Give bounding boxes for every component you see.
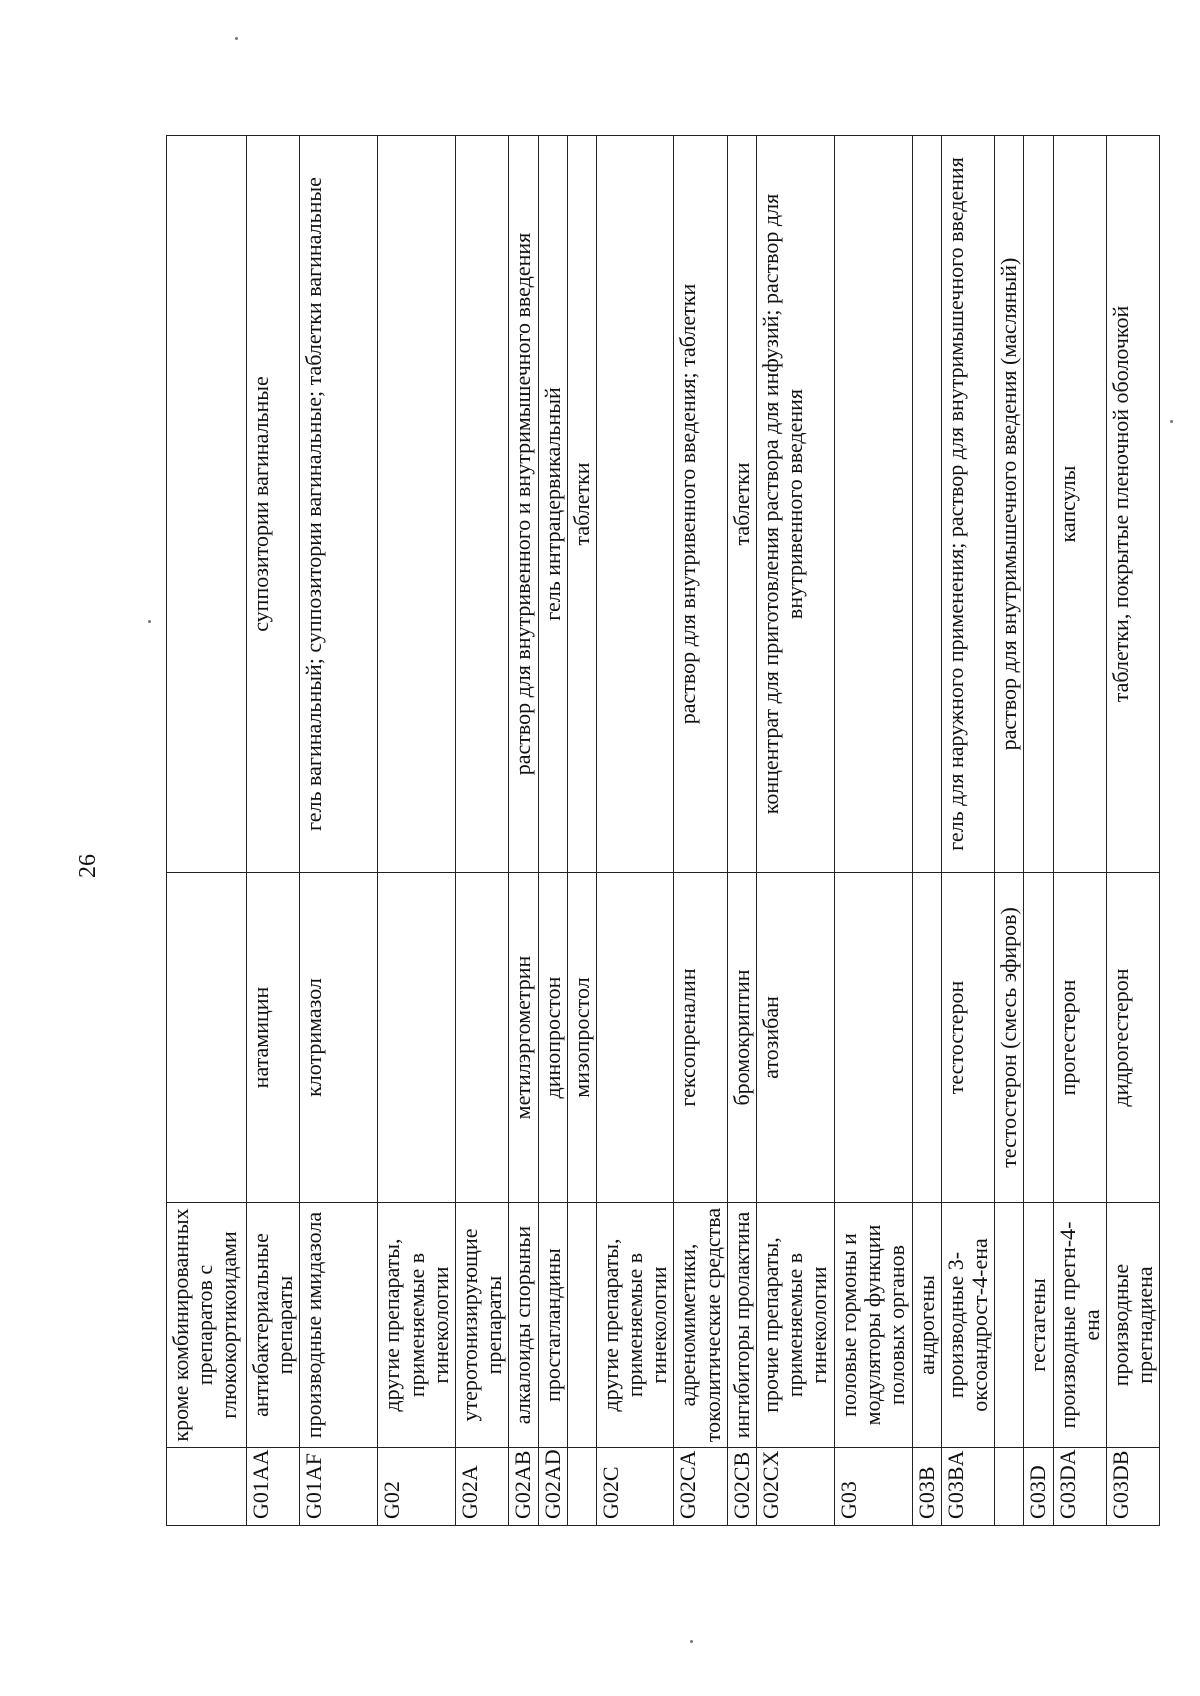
drug-name-cell: прогестерон: [1053, 873, 1106, 1203]
dosage-form-cell: [455, 136, 508, 873]
atc-code-cell: G02AD: [538, 1448, 567, 1526]
dosage-form-cell: [378, 136, 456, 873]
atc-code-cell: G03B: [912, 1448, 941, 1526]
page-number: 26: [75, 854, 101, 878]
table-row: [1053, 136, 1106, 1526]
group-name-cell: другие препараты, применяемые в гинекологии: [378, 1203, 456, 1448]
atc-code-cell: [567, 1448, 596, 1526]
group-name-cell: другие препараты, применяемые в гинекологии: [596, 1203, 674, 1448]
group-name-cell: производные прегнадиена: [1106, 1203, 1159, 1448]
dosage-form-cell: раствор для внутривенного введения; таблетки: [674, 136, 727, 873]
dosage-form-cell: таблетки, покрытые пленочной оболочкой: [1106, 136, 1159, 873]
table-row: [378, 136, 456, 1526]
drug-name-cell: клотримазол: [300, 873, 378, 1203]
table-body: [167, 136, 1160, 1526]
atc-code-cell: G02CX: [757, 1448, 835, 1526]
drug-name-cell: динопростон: [538, 873, 567, 1203]
group-name-cell: адреномиметики, токолитические средства: [674, 1203, 727, 1448]
atc-code-cell: G02: [378, 1448, 456, 1526]
scan-speck: [1170, 420, 1173, 423]
atc-code-cell: G03D: [1024, 1448, 1053, 1526]
scan-speck: [148, 620, 151, 623]
table-row: [757, 136, 835, 1526]
drug-name-cell: мизопростол: [567, 873, 596, 1203]
table-row: [941, 136, 994, 1526]
group-name-cell: ингибиторы пролактина: [727, 1203, 756, 1448]
atc-code-cell: G01AF: [300, 1448, 378, 1526]
group-name-cell: половые гормоны и модуляторы функции половых органов: [834, 1203, 912, 1448]
dosage-form-cell: таблетки: [567, 136, 596, 873]
table-row: [834, 136, 912, 1526]
drug-classification-table: [166, 135, 1160, 1526]
table-row: [167, 136, 247, 1526]
table-row: [912, 136, 941, 1526]
atc-code-cell: G03DA: [1053, 1448, 1106, 1526]
atc-code-cell: G02AB: [509, 1448, 538, 1526]
dosage-form-cell: раствор для внутримышечного введения (масляный): [995, 136, 1024, 873]
scan-speck: [235, 37, 238, 40]
table-row: [300, 136, 378, 1526]
drug-name-cell: дидрогестерон: [1106, 873, 1159, 1203]
table-row: [1106, 136, 1159, 1526]
dosage-form-cell: [167, 136, 247, 873]
atc-code-cell: G02C: [596, 1448, 674, 1526]
group-name-cell: прочие препараты, применяемые в гинекологии: [757, 1203, 835, 1448]
dosage-form-cell: [912, 136, 941, 873]
table-row: [455, 136, 508, 1526]
drug-name-cell: гексопреналин: [674, 873, 727, 1203]
group-name-cell: производные 3-оксоандрост-4-ена: [941, 1203, 994, 1448]
group-name-cell: антибактериальные препараты: [247, 1203, 300, 1448]
group-name-cell: утеротонизирующие препараты: [455, 1203, 508, 1448]
drug-name-cell: [167, 873, 247, 1203]
group-name-cell: кроме комбинированных препаратов с глюкокортикоидами: [167, 1203, 247, 1448]
table-row: [1024, 136, 1053, 1526]
atc-code-cell: G02CB: [727, 1448, 756, 1526]
table-row: [567, 136, 596, 1526]
dosage-form-cell: концентрат для приготовления раствора для инфузий; раствор для внутривенного введения: [757, 136, 835, 873]
atc-code-cell: G03DB: [1106, 1448, 1159, 1526]
drug-name-cell: натамицин: [247, 873, 300, 1203]
atc-code-cell: G03: [834, 1448, 912, 1526]
table-row: [509, 136, 538, 1526]
drug-name-cell: метилэргометрин: [509, 873, 538, 1203]
drug-name-cell: [455, 873, 508, 1203]
drug-name-cell: бромокриптин: [727, 873, 756, 1203]
rotated-table-container: [166, 136, 1158, 1526]
drug-name-cell: тестостерон (смесь эфиров): [995, 873, 1024, 1203]
atc-code-cell: [167, 1448, 247, 1526]
table-row: [538, 136, 567, 1526]
dosage-form-cell: гель для наружного применения; раствор для внутримышечного введения: [941, 136, 994, 873]
dosage-form-cell: [596, 136, 674, 873]
dosage-form-cell: таблетки: [727, 136, 756, 873]
atc-code-cell: G02A: [455, 1448, 508, 1526]
dosage-form-cell: раствор для внутривенного и внутримышечного введения: [509, 136, 538, 873]
drug-name-cell: [378, 873, 456, 1203]
dosage-form-cell: [1024, 136, 1053, 873]
atc-code-cell: G03BA: [941, 1448, 994, 1526]
drug-name-cell: атозибан: [757, 873, 835, 1203]
atc-code-cell: G02CA: [674, 1448, 727, 1526]
dosage-form-cell: гель интрацервикальный: [538, 136, 567, 873]
dosage-form-cell: капсулы: [1053, 136, 1106, 873]
scan-speck: [690, 1640, 693, 1643]
drug-name-cell: тестостерон: [941, 873, 994, 1203]
group-name-cell: алкалоиды спорыньи: [509, 1203, 538, 1448]
group-name-cell: гестагены: [1024, 1203, 1053, 1448]
drug-name-cell: [596, 873, 674, 1203]
drug-name-cell: [912, 873, 941, 1203]
table-row: [247, 136, 300, 1526]
drug-name-cell: [834, 873, 912, 1203]
dosage-form-cell: [834, 136, 912, 873]
group-name-cell: простагландины: [538, 1203, 567, 1448]
group-name-cell: [567, 1203, 596, 1448]
group-name-cell: производные имидазола: [300, 1203, 378, 1448]
table-row: [995, 136, 1024, 1526]
atc-code-cell: [995, 1448, 1024, 1526]
atc-code-cell: G01AA: [247, 1448, 300, 1526]
dosage-form-cell: суппозитории вагинальные: [247, 136, 300, 873]
group-name-cell: андрогены: [912, 1203, 941, 1448]
table-row: [727, 136, 756, 1526]
drug-name-cell: [1024, 873, 1053, 1203]
dosage-form-cell: гель вагинальный; суппозитории вагинальные; таблетки вагинальные: [300, 136, 378, 873]
group-name-cell: [995, 1203, 1024, 1448]
table-row: [674, 136, 727, 1526]
table-row: [596, 136, 674, 1526]
group-name-cell: производные прегн-4-ена: [1053, 1203, 1106, 1448]
